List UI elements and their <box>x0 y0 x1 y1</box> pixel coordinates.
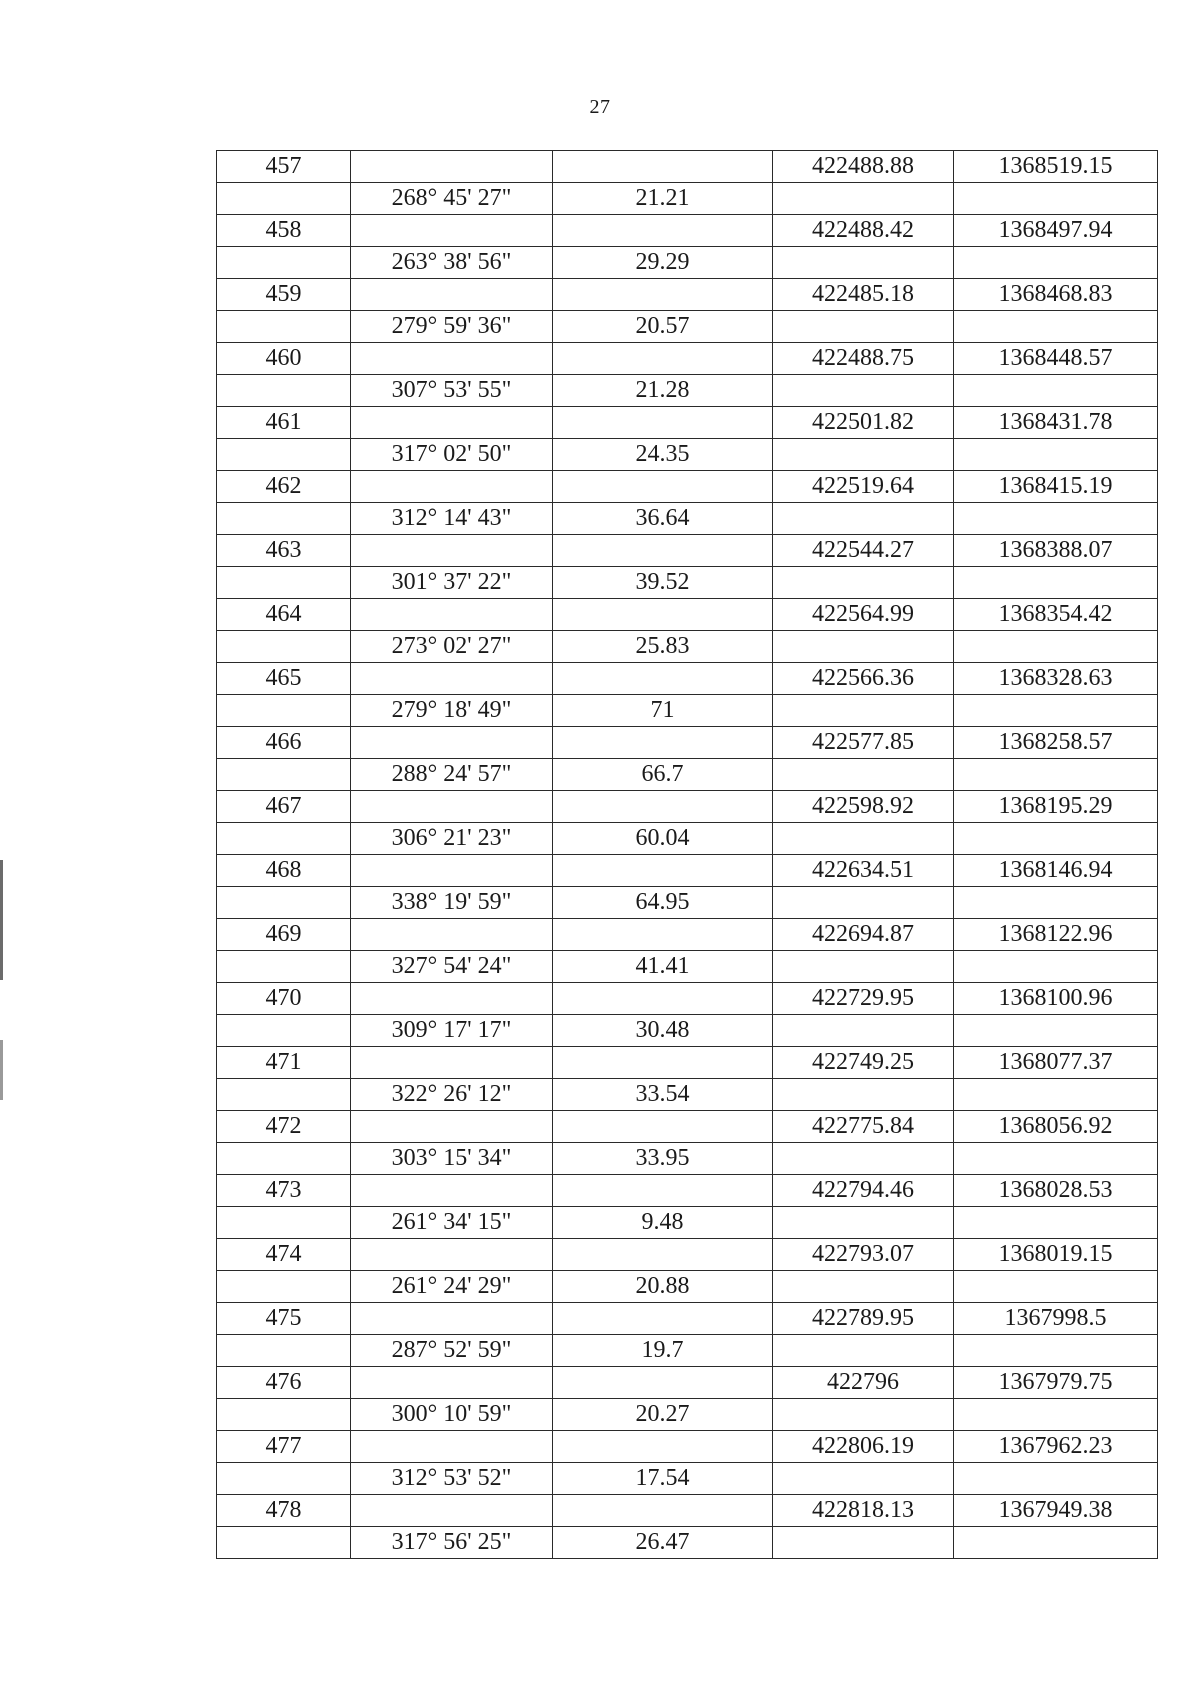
point-number-cell-empty <box>217 759 351 791</box>
x-coordinate-cell: 422564.99 <box>773 599 954 631</box>
distance-cell: 19.7 <box>553 1335 773 1367</box>
point-number-cell-empty <box>217 1463 351 1495</box>
point-number-cell-empty <box>217 567 351 599</box>
y-coordinate-cell: 1368519.15 <box>954 151 1158 183</box>
point-number-cell-empty <box>217 695 351 727</box>
distance-cell-empty <box>553 1047 773 1079</box>
distance-cell: 21.28 <box>553 375 773 407</box>
y-coordinate-cell: 1368028.53 <box>954 1175 1158 1207</box>
bearing-cell-empty <box>351 1111 553 1143</box>
distance-cell-empty <box>553 151 773 183</box>
table-row-point <box>217 727 1158 759</box>
distance-cell: 26.47 <box>553 1527 773 1559</box>
bearing-cell: 306° 21' 23" <box>351 823 553 855</box>
x-coordinate-cell: 422789.95 <box>773 1303 954 1335</box>
point-number-cell-empty <box>217 247 351 279</box>
y-coordinate-cell-empty <box>954 375 1158 407</box>
bearing-cell-empty <box>351 1431 553 1463</box>
table-row-point <box>217 151 1158 183</box>
x-coordinate-cell-empty <box>773 823 954 855</box>
distance-cell: 24.35 <box>553 439 773 471</box>
distance-cell-empty <box>553 1367 773 1399</box>
point-number-cell: 472 <box>217 1111 351 1143</box>
bearing-cell-empty <box>351 919 553 951</box>
point-number-cell: 473 <box>217 1175 351 1207</box>
table-row-point <box>217 535 1158 567</box>
bearing-cell-empty <box>351 1495 553 1527</box>
table-row-segment <box>217 823 1158 855</box>
bearing-cell-empty <box>351 1047 553 1079</box>
distance-cell-empty <box>553 535 773 567</box>
scan-edge-mark <box>0 1040 3 1100</box>
table-row-point <box>217 471 1158 503</box>
point-number-cell-empty <box>217 503 351 535</box>
table-row-segment <box>217 887 1158 919</box>
table-row-segment <box>217 183 1158 215</box>
y-coordinate-cell: 1367962.23 <box>954 1431 1158 1463</box>
x-coordinate-cell-empty <box>773 1079 954 1111</box>
bearing-cell: 307° 53' 55" <box>351 375 553 407</box>
y-coordinate-cell: 1368195.29 <box>954 791 1158 823</box>
distance-cell-empty <box>553 983 773 1015</box>
x-coordinate-cell-empty <box>773 1207 954 1239</box>
distance-cell-empty <box>553 215 773 247</box>
distance-cell-empty <box>553 1175 773 1207</box>
distance-cell: 33.54 <box>553 1079 773 1111</box>
bearing-cell-empty <box>351 791 553 823</box>
y-coordinate-cell-empty <box>954 1207 1158 1239</box>
point-number-cell-empty <box>217 823 351 855</box>
x-coordinate-cell-empty <box>773 311 954 343</box>
table-row-point <box>217 1175 1158 1207</box>
x-coordinate-cell-empty <box>773 567 954 599</box>
distance-cell: 9.48 <box>553 1207 773 1239</box>
x-coordinate-cell: 422694.87 <box>773 919 954 951</box>
y-coordinate-cell-empty <box>954 823 1158 855</box>
table-row-point <box>217 1239 1158 1271</box>
distance-cell: 41.41 <box>553 951 773 983</box>
point-number-cell: 464 <box>217 599 351 631</box>
bearing-cell: 263° 38' 56" <box>351 247 553 279</box>
table-row-segment <box>217 1527 1158 1559</box>
table-row-segment <box>217 1463 1158 1495</box>
bearing-cell: 303° 15' 34" <box>351 1143 553 1175</box>
point-number-cell-empty <box>217 1015 351 1047</box>
x-coordinate-cell-empty <box>773 1271 954 1303</box>
distance-cell: 66.7 <box>553 759 773 791</box>
bearing-cell: 279° 59' 36" <box>351 311 553 343</box>
point-number-cell-empty <box>217 1527 351 1559</box>
bearing-cell-empty <box>351 1303 553 1335</box>
y-coordinate-cell-empty <box>954 1463 1158 1495</box>
x-coordinate-cell-empty <box>773 1335 954 1367</box>
x-coordinate-cell-empty <box>773 887 954 919</box>
point-number-cell: 475 <box>217 1303 351 1335</box>
point-number-cell: 478 <box>217 1495 351 1527</box>
x-coordinate-cell: 422775.84 <box>773 1111 954 1143</box>
bearing-cell-empty <box>351 599 553 631</box>
point-number-cell: 469 <box>217 919 351 951</box>
point-number-cell-empty <box>217 887 351 919</box>
x-coordinate-cell-empty <box>773 1527 954 1559</box>
point-number-cell-empty <box>217 951 351 983</box>
scan-edge-mark <box>0 860 3 980</box>
table-row-segment <box>217 1015 1158 1047</box>
table-row-segment <box>217 1335 1158 1367</box>
x-coordinate-cell-empty <box>773 1015 954 1047</box>
point-number-cell: 457 <box>217 151 351 183</box>
distance-cell-empty <box>553 471 773 503</box>
distance-cell-empty <box>553 791 773 823</box>
point-number-cell-empty <box>217 1335 351 1367</box>
table-row-point <box>217 1047 1158 1079</box>
x-coordinate-cell-empty <box>773 503 954 535</box>
bearing-cell-empty <box>351 663 553 695</box>
table-row-segment <box>217 311 1158 343</box>
y-coordinate-cell: 1368448.57 <box>954 343 1158 375</box>
bearing-cell: 312° 14' 43" <box>351 503 553 535</box>
distance-cell: 71 <box>553 695 773 727</box>
point-number-cell: 459 <box>217 279 351 311</box>
distance-cell-empty <box>553 855 773 887</box>
x-coordinate-cell-empty <box>773 183 954 215</box>
point-number-cell: 470 <box>217 983 351 1015</box>
bearing-cell-empty <box>351 727 553 759</box>
point-number-cell: 477 <box>217 1431 351 1463</box>
distance-cell: 20.57 <box>553 311 773 343</box>
distance-cell-empty <box>553 727 773 759</box>
y-coordinate-cell: 1368122.96 <box>954 919 1158 951</box>
table-row-segment <box>217 695 1158 727</box>
bearing-cell-empty <box>351 1175 553 1207</box>
bearing-cell: 317° 56' 25" <box>351 1527 553 1559</box>
y-coordinate-cell: 1368468.83 <box>954 279 1158 311</box>
point-number-cell-empty <box>217 1079 351 1111</box>
y-coordinate-cell-empty <box>954 1015 1158 1047</box>
y-coordinate-cell-empty <box>954 503 1158 535</box>
bearing-cell: 338° 19' 59" <box>351 887 553 919</box>
distance-cell-empty <box>553 663 773 695</box>
bearing-cell: 300° 10' 59" <box>351 1399 553 1431</box>
distance-cell-empty <box>553 1111 773 1143</box>
bearing-cell-empty <box>351 983 553 1015</box>
y-coordinate-cell: 1368258.57 <box>954 727 1158 759</box>
point-number-cell: 465 <box>217 663 351 695</box>
y-coordinate-cell-empty <box>954 887 1158 919</box>
y-coordinate-cell: 1368388.07 <box>954 535 1158 567</box>
x-coordinate-cell: 422806.19 <box>773 1431 954 1463</box>
table-row-segment <box>217 759 1158 791</box>
x-coordinate-cell: 422793.07 <box>773 1239 954 1271</box>
x-coordinate-cell: 422519.64 <box>773 471 954 503</box>
point-number-cell: 466 <box>217 727 351 759</box>
y-coordinate-cell: 1368056.92 <box>954 1111 1158 1143</box>
y-coordinate-cell-empty <box>954 1143 1158 1175</box>
point-number-cell-empty <box>217 439 351 471</box>
table-row-point <box>217 1495 1158 1527</box>
table-row-point <box>217 919 1158 951</box>
x-coordinate-cell: 422488.88 <box>773 151 954 183</box>
bearing-cell: 309° 17' 17" <box>351 1015 553 1047</box>
point-number-cell: 474 <box>217 1239 351 1271</box>
point-number-cell: 468 <box>217 855 351 887</box>
distance-cell: 21.21 <box>553 183 773 215</box>
bearing-cell: 312° 53' 52" <box>351 1463 553 1495</box>
table-row-segment <box>217 1399 1158 1431</box>
y-coordinate-cell: 1367979.75 <box>954 1367 1158 1399</box>
coordinates-table <box>216 150 1158 1559</box>
table-row-point <box>217 343 1158 375</box>
point-number-cell: 460 <box>217 343 351 375</box>
distance-cell: 20.88 <box>553 1271 773 1303</box>
y-coordinate-cell: 1368415.19 <box>954 471 1158 503</box>
x-coordinate-cell-empty <box>773 1143 954 1175</box>
table-row-point <box>217 983 1158 1015</box>
bearing-cell-empty <box>351 1367 553 1399</box>
table-row-point <box>217 791 1158 823</box>
table-row-point <box>217 1111 1158 1143</box>
table-row-point <box>217 1367 1158 1399</box>
y-coordinate-cell: 1368077.37 <box>954 1047 1158 1079</box>
y-coordinate-cell: 1367949.38 <box>954 1495 1158 1527</box>
x-coordinate-cell-empty <box>773 375 954 407</box>
bearing-cell-empty <box>351 279 553 311</box>
distance-cell-empty <box>553 1239 773 1271</box>
table-row-point <box>217 1431 1158 1463</box>
bearing-cell: 268° 45' 27" <box>351 183 553 215</box>
y-coordinate-cell: 1368497.94 <box>954 215 1158 247</box>
x-coordinate-cell: 422544.27 <box>773 535 954 567</box>
y-coordinate-cell-empty <box>954 311 1158 343</box>
distance-cell-empty <box>553 1431 773 1463</box>
y-coordinate-cell: 1367998.5 <box>954 1303 1158 1335</box>
y-coordinate-cell-empty <box>954 183 1158 215</box>
distance-cell: 64.95 <box>553 887 773 919</box>
y-coordinate-cell-empty <box>954 1079 1158 1111</box>
bearing-cell: 261° 34' 15" <box>351 1207 553 1239</box>
y-coordinate-cell-empty <box>954 1527 1158 1559</box>
x-coordinate-cell: 422566.36 <box>773 663 954 695</box>
bearing-cell: 273° 02' 27" <box>351 631 553 663</box>
x-coordinate-cell-empty <box>773 1399 954 1431</box>
table-body <box>217 151 1158 1559</box>
x-coordinate-cell: 422749.25 <box>773 1047 954 1079</box>
y-coordinate-cell-empty <box>954 1271 1158 1303</box>
point-number-cell: 461 <box>217 407 351 439</box>
table-row-segment <box>217 503 1158 535</box>
y-coordinate-cell-empty <box>954 695 1158 727</box>
distance-cell: 29.29 <box>553 247 773 279</box>
y-coordinate-cell-empty <box>954 567 1158 599</box>
bearing-cell-empty <box>351 471 553 503</box>
distance-cell: 17.54 <box>553 1463 773 1495</box>
distance-cell: 25.83 <box>553 631 773 663</box>
point-number-cell: 476 <box>217 1367 351 1399</box>
point-number-cell: 471 <box>217 1047 351 1079</box>
point-number-cell-empty <box>217 1271 351 1303</box>
point-number-cell-empty <box>217 1207 351 1239</box>
point-number-cell: 462 <box>217 471 351 503</box>
bearing-cell: 322° 26' 12" <box>351 1079 553 1111</box>
y-coordinate-cell: 1368100.96 <box>954 983 1158 1015</box>
x-coordinate-cell: 422501.82 <box>773 407 954 439</box>
bearing-cell: 317° 02' 50" <box>351 439 553 471</box>
distance-cell-empty <box>553 407 773 439</box>
table-row-segment <box>217 567 1158 599</box>
x-coordinate-cell: 422818.13 <box>773 1495 954 1527</box>
x-coordinate-cell: 422794.46 <box>773 1175 954 1207</box>
bearing-cell: 261° 24' 29" <box>351 1271 553 1303</box>
distance-cell-empty <box>553 1303 773 1335</box>
y-coordinate-cell-empty <box>954 1399 1158 1431</box>
y-coordinate-cell: 1368146.94 <box>954 855 1158 887</box>
table-row-segment <box>217 951 1158 983</box>
x-coordinate-cell-empty <box>773 951 954 983</box>
distance-cell-empty <box>553 279 773 311</box>
table-row-point <box>217 599 1158 631</box>
table-row-point <box>217 407 1158 439</box>
x-coordinate-cell-empty <box>773 631 954 663</box>
y-coordinate-cell-empty <box>954 759 1158 791</box>
table-row-point <box>217 279 1158 311</box>
table-row-segment <box>217 631 1158 663</box>
distance-cell: 33.95 <box>553 1143 773 1175</box>
y-coordinate-cell-empty <box>954 439 1158 471</box>
x-coordinate-cell: 422485.18 <box>773 279 954 311</box>
x-coordinate-cell: 422796 <box>773 1367 954 1399</box>
y-coordinate-cell: 1368354.42 <box>954 599 1158 631</box>
point-number-cell-empty <box>217 183 351 215</box>
x-coordinate-cell-empty <box>773 439 954 471</box>
table-row-segment <box>217 1143 1158 1175</box>
bearing-cell-empty <box>351 535 553 567</box>
y-coordinate-cell: 1368019.15 <box>954 1239 1158 1271</box>
bearing-cell-empty <box>351 407 553 439</box>
point-number-cell-empty <box>217 311 351 343</box>
point-number-cell-empty <box>217 1143 351 1175</box>
x-coordinate-cell: 422598.92 <box>773 791 954 823</box>
distance-cell: 60.04 <box>553 823 773 855</box>
distance-cell-empty <box>553 1495 773 1527</box>
bearing-cell-empty <box>351 215 553 247</box>
table-row-segment <box>217 375 1158 407</box>
y-coordinate-cell-empty <box>954 1335 1158 1367</box>
y-coordinate-cell-empty <box>954 951 1158 983</box>
table-row-point <box>217 1303 1158 1335</box>
distance-cell: 30.48 <box>553 1015 773 1047</box>
x-coordinate-cell-empty <box>773 247 954 279</box>
bearing-cell-empty <box>351 151 553 183</box>
table-row-segment <box>217 439 1158 471</box>
distance-cell: 20.27 <box>553 1399 773 1431</box>
bearing-cell: 279° 18' 49" <box>351 695 553 727</box>
bearing-cell-empty <box>351 343 553 375</box>
x-coordinate-cell-empty <box>773 759 954 791</box>
x-coordinate-cell-empty <box>773 695 954 727</box>
point-number-cell-empty <box>217 631 351 663</box>
table-row-point <box>217 215 1158 247</box>
distance-cell-empty <box>553 343 773 375</box>
page-number: 27 <box>589 96 611 118</box>
bearing-cell-empty <box>351 855 553 887</box>
table-row-segment <box>217 1207 1158 1239</box>
y-coordinate-cell-empty <box>954 631 1158 663</box>
bearing-cell: 327° 54' 24" <box>351 951 553 983</box>
distance-cell: 36.64 <box>553 503 773 535</box>
distance-cell-empty <box>553 919 773 951</box>
bearing-cell: 287° 52' 59" <box>351 1335 553 1367</box>
point-number-cell: 458 <box>217 215 351 247</box>
bearing-cell-empty <box>351 1239 553 1271</box>
x-coordinate-cell: 422634.51 <box>773 855 954 887</box>
y-coordinate-cell-empty <box>954 247 1158 279</box>
y-coordinate-cell: 1368431.78 <box>954 407 1158 439</box>
table-row-point <box>217 855 1158 887</box>
distance-cell: 39.52 <box>553 567 773 599</box>
point-number-cell-empty <box>217 375 351 407</box>
point-number-cell-empty <box>217 1399 351 1431</box>
table-row-segment <box>217 1271 1158 1303</box>
x-coordinate-cell: 422729.95 <box>773 983 954 1015</box>
bearing-cell: 301° 37' 22" <box>351 567 553 599</box>
x-coordinate-cell: 422488.75 <box>773 343 954 375</box>
distance-cell-empty <box>553 599 773 631</box>
point-number-cell: 467 <box>217 791 351 823</box>
table-row-segment <box>217 1079 1158 1111</box>
x-coordinate-cell: 422488.42 <box>773 215 954 247</box>
table-row-point <box>217 663 1158 695</box>
table-row-segment <box>217 247 1158 279</box>
x-coordinate-cell: 422577.85 <box>773 727 954 759</box>
point-number-cell: 463 <box>217 535 351 567</box>
y-coordinate-cell: 1368328.63 <box>954 663 1158 695</box>
x-coordinate-cell-empty <box>773 1463 954 1495</box>
bearing-cell: 288° 24' 57" <box>351 759 553 791</box>
